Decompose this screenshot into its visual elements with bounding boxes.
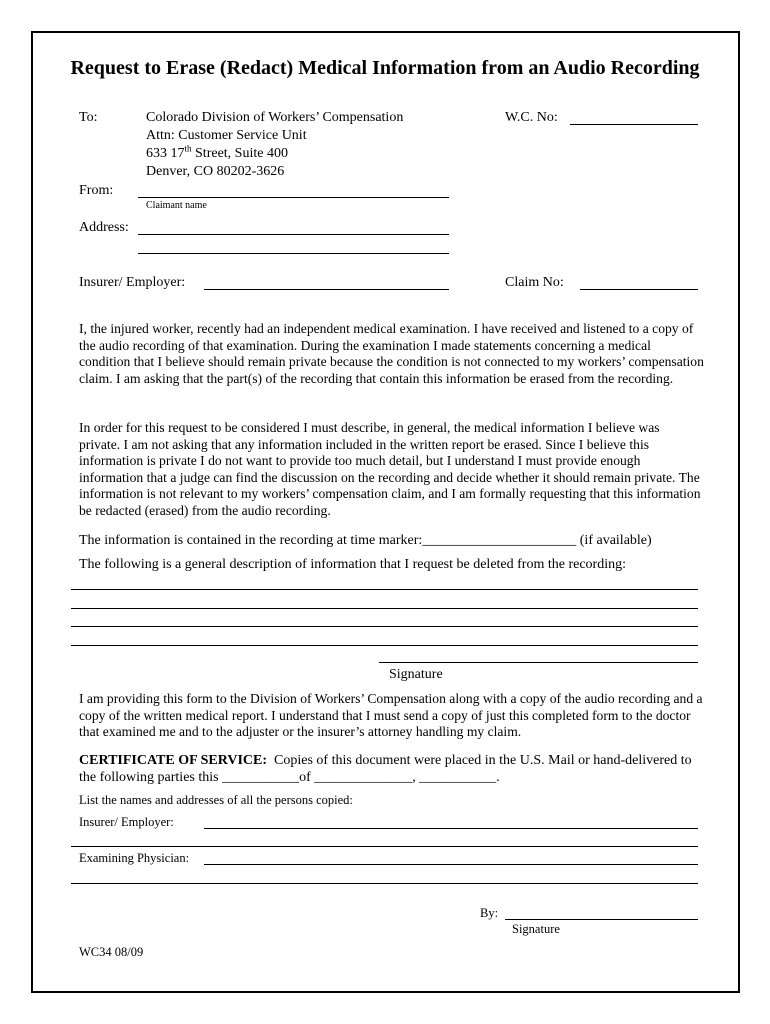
list-instruction: List the names and addresses of all the persons copied: <box>79 793 353 807</box>
description-field-line-4[interactable] <box>71 645 698 646</box>
claim-no-label: Claim No: <box>505 275 564 290</box>
description-prompt: The following is a general description of information that I request be deleted from the recording: <box>79 557 626 572</box>
recipient-line-3 <box>146 145 288 162</box>
recipient-line-2: Attn: Customer Service Unit <box>146 128 307 143</box>
paragraph-providing-form <box>79 691 704 741</box>
certificate-heading: CERTIFICATE OF SERVICE: <box>79 753 268 768</box>
paragraph-independent-exam <box>79 321 704 387</box>
recipient-line-4: Denver, CO 80202-3626 <box>146 164 285 179</box>
wc-no-label: W.C. No: <box>505 110 558 125</box>
time-marker-statement: The information is contained in the recording at time marker:______________________ (if available) <box>79 533 652 548</box>
cert-insurer-employer-label: Insurer/ Employer: <box>79 815 174 829</box>
address-field-line-2[interactable] <box>138 253 449 254</box>
claim-no-field[interactable] <box>580 289 698 290</box>
to-label: To: <box>79 110 98 125</box>
by-label: By: <box>480 906 499 920</box>
insurer-employer-field[interactable] <box>204 289 449 290</box>
paragraph-privacy-request <box>79 420 704 519</box>
worker-signature-caption: Signature <box>389 667 443 682</box>
cert-insurer-employer-field-2[interactable] <box>71 846 698 847</box>
certifier-signature-field[interactable] <box>505 919 698 920</box>
description-field-line-2[interactable] <box>71 608 698 609</box>
form-code: WC34 08/09 <box>79 945 144 959</box>
recipient-street-suffix: th <box>184 143 192 154</box>
form-title: Request to Erase (Redact) Medical Information from an Audio Recording <box>70 57 700 79</box>
recipient-street-number: 633 17 <box>146 146 185 161</box>
from-label: From: <box>79 183 114 198</box>
recipient-street-name: Street, Suite 400 <box>191 146 288 161</box>
wc-no-field[interactable] <box>570 124 698 125</box>
certifier-signature-caption: Signature <box>512 922 560 936</box>
worker-signature-field[interactable] <box>379 662 698 663</box>
address-label: Address: <box>79 220 129 235</box>
certificate-text-1: Copies of this document were placed in the U.S. Mail or hand-delivered to <box>267 753 692 768</box>
insurer-employer-label: Insurer/ Employer: <box>79 275 186 290</box>
recipient-line-1: Colorado Division of Workers’ Compensation <box>146 110 404 125</box>
claimant-name-field[interactable] <box>138 197 449 198</box>
paragraph-3-text: I am providing this form to the Division of Workers’ Compensation along with a copy of the audio recording and a copy of the written medical report. I understand that I must send a copy of just this completed form to the doctor that examined me and to the adjuster or the insurer’s attorney handling my claim. <box>79 691 703 739</box>
paragraph-1-text: I, the injured worker, recently had an independent medical examination. I have received and listened to a copy of the audio recording of that examination. During the examination I made statements concerning a medical condition that I believe should remain private because the condition is not connected to my workers’ compensation claim. I am asking that the part(s) of the recording that contain this information be erased from the recording. <box>79 321 704 386</box>
certificate-line-2: the following parties this ___________of ______________, ___________. <box>79 770 500 785</box>
claimant-name-caption: Claimant name <box>146 200 207 211</box>
examining-physician-field[interactable] <box>204 864 698 865</box>
examining-physician-field-2[interactable] <box>71 883 698 884</box>
address-field-line-1[interactable] <box>138 234 449 235</box>
paragraph-2-text: In order for this request to be considered I must describe, in general, the medical information I believe was private. I am not asking that any information included in the written report be erased. Since I believe this information is private I do not want to provide too much detail, but I understand I must provide enough information that a judge can find the discussion on the recording and decide whether it should remain private. The information is not relevant to my workers’ compensation claim, and I am formally requesting that this information be redacted (erased) from the audio recording. <box>79 420 701 518</box>
examining-physician-label: Examining Physician: <box>79 851 190 865</box>
certificate-line-1 <box>79 752 692 769</box>
cert-insurer-employer-field[interactable] <box>204 828 698 829</box>
description-field-line-3[interactable] <box>71 626 698 627</box>
description-field-line-1[interactable] <box>71 589 698 590</box>
